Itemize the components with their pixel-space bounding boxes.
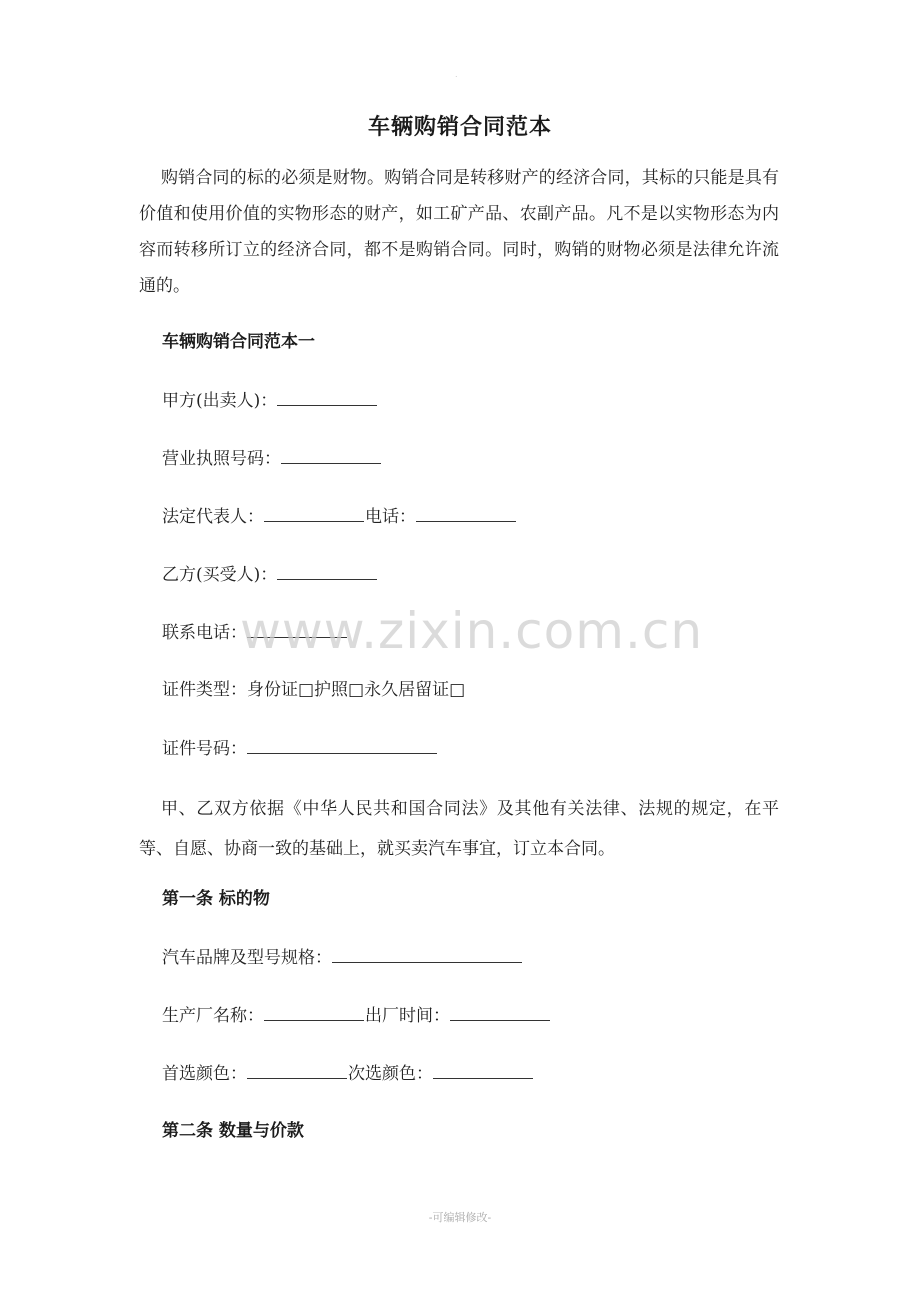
second-color-label: 次选颜色：	[348, 1064, 433, 1084]
license-line	[162, 446, 382, 471]
color-line	[162, 1061, 534, 1086]
section-heading: 车辆购销合同范本一	[162, 332, 315, 352]
factory-date-label: 出厂时间：	[365, 1006, 450, 1026]
first-color-label: 首选颜色：	[162, 1064, 247, 1084]
phone-blank	[416, 504, 516, 522]
party-b-blank	[277, 562, 377, 580]
manufacturer-blank	[264, 1003, 364, 1021]
party-a-blank	[277, 388, 377, 406]
factory-date-blank	[450, 1003, 550, 1021]
intro-paragraph: 购销合同的标的必须是财物。购销合同是转移财产的经济合同，其标的只能是具有价值和使用价值的实物形态的财产，如工矿产品、农副产品。凡不是以实物形态为内容而转移所订立的经济合同，都不是购销合同。同时，购销的财物必须是法律允许流通的。	[139, 168, 779, 296]
article-2-heading: 第二条 数量与价款	[162, 1121, 304, 1141]
id-number-line	[162, 736, 438, 761]
manufacturer-label: 生产厂名称：	[162, 1006, 264, 1026]
party-a-line	[162, 388, 378, 413]
license-label: 营业执照号码：	[162, 449, 281, 469]
party-b-line	[162, 562, 378, 587]
header-mark: .	[455, 70, 458, 79]
first-color-blank	[247, 1061, 347, 1079]
manufacturer-line	[162, 1003, 551, 1028]
party-b-label: 乙方(买受人)：	[162, 565, 278, 585]
watermark-text: www.zixin.com.cn	[240, 602, 704, 660]
second-color-blank	[433, 1061, 533, 1079]
article-1-heading: 第一条 标的物	[162, 889, 270, 909]
id-type-line: 证件类型：身份证□护照□永久居留证□	[162, 680, 466, 700]
license-blank	[281, 446, 381, 464]
agreement-paragraph: 甲、乙双方依据《中华人民共和国合同法》及其他有关法律、法规的规定，在平等、自愿、协商一致的基础上，就买卖汽车事宜，订立本合同。	[139, 799, 779, 859]
id-number-label: 证件号码：	[162, 739, 247, 759]
legal-rep-blank	[264, 504, 364, 522]
brand-model-blank	[332, 945, 522, 963]
legal-rep-line	[162, 504, 517, 529]
document-title: 车辆购销合同范本	[367, 115, 552, 140]
contact-phone-label: 联系电话：	[162, 623, 247, 643]
brand-model-label: 汽车品牌及型号规格：	[162, 948, 332, 968]
party-a-label: 甲方(出卖人)：	[162, 391, 278, 411]
id-number-blank	[247, 736, 437, 754]
footer-note: -可编辑修改-	[428, 1211, 492, 1224]
legal-rep-label: 法定代表人：	[162, 507, 264, 527]
phone-label: 电话：	[365, 507, 416, 527]
brand-model-line	[162, 945, 523, 970]
